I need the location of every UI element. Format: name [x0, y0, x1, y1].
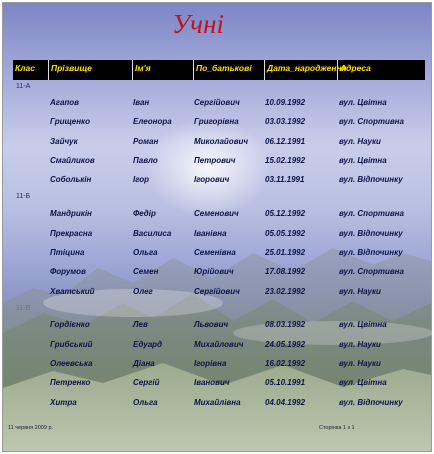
cell-birthdate: 16.02.1992	[265, 359, 306, 368]
table-row	[3, 339, 431, 353]
cell-name: Ігор	[133, 175, 150, 184]
cell-name: Олег	[133, 287, 153, 296]
cell-name: Ольга	[133, 248, 158, 257]
cell-patronymic: Михайлович	[194, 340, 244, 349]
cell-birthdate: 05.10.1991	[265, 378, 306, 387]
cell-patronymic: Ігорович	[194, 175, 230, 184]
cell-name: Лев	[133, 320, 148, 329]
cell-address: вул. Науки	[339, 137, 381, 146]
cell-patronymic: Семенівна	[194, 248, 236, 257]
cell-surname: Зайчук	[50, 137, 78, 146]
table-row	[3, 377, 431, 391]
cell-name: Василиса	[133, 229, 172, 238]
cell-patronymic: Юрійович	[194, 267, 234, 276]
cell-address: вул. Цвітна	[339, 98, 387, 107]
cell-birthdate: 24.05.1992	[265, 340, 306, 349]
column-header-address: Адреса	[340, 63, 371, 73]
cell-surname: Прекрасна	[50, 229, 93, 238]
column-header-surname: Прізвище	[49, 60, 133, 80]
cell-birthdate: 17.08.1992	[265, 267, 306, 276]
cell-surname: Хватський	[50, 287, 95, 296]
cell-patronymic: Ігорівна	[194, 359, 227, 368]
table-row	[3, 116, 431, 130]
column-header-row	[13, 60, 425, 80]
report-title: Учні	[172, 9, 224, 39]
table-row	[3, 208, 431, 222]
cell-address: вул. Спортивна	[339, 267, 404, 276]
table-row	[3, 155, 431, 169]
cell-surname: Гордієнко	[50, 320, 90, 329]
cell-name: Іван	[133, 98, 150, 107]
table-row	[3, 136, 431, 150]
cell-patronymic: Семенович	[194, 209, 239, 218]
table-row	[3, 266, 431, 280]
cell-address: вул. Науки	[339, 340, 381, 349]
table-row	[3, 397, 431, 411]
cell-birthdate: 03.03.1992	[265, 117, 306, 126]
cell-address: вул. Цвітна	[339, 156, 387, 165]
cell-surname: Форумов	[50, 267, 86, 276]
column-header-patronymic: По_батькові	[194, 60, 265, 80]
cell-name: Елеонора	[133, 117, 172, 126]
cell-birthdate: 25.01.1992	[265, 248, 306, 257]
cell-birthdate: 03.11.1991	[265, 175, 305, 184]
cell-birthdate: 06.12.1991	[265, 137, 306, 146]
cell-address: вул. Спортивна	[339, 117, 404, 126]
table-row	[3, 358, 431, 372]
group-label: 11-Б	[16, 193, 31, 200]
cell-name: Павло	[133, 156, 158, 165]
cell-patronymic: Іванівна	[194, 229, 227, 238]
footer-date: 11 червня 2009 р.	[8, 425, 54, 431]
cell-address: вул. Відпочинку	[339, 248, 403, 257]
report-page	[2, 2, 432, 452]
group-label: 11-А	[16, 83, 31, 90]
cell-patronymic: Григорівна	[194, 117, 239, 126]
cell-surname: Птіцина	[50, 248, 85, 257]
table-row	[3, 247, 431, 261]
cell-name: Федір	[133, 209, 156, 218]
cell-surname: Петренко	[50, 378, 91, 387]
group-label: 11-В	[16, 305, 31, 312]
table-row	[3, 286, 431, 300]
cell-patronymic: Сергійович	[194, 98, 240, 107]
cell-surname: Соболькін	[50, 175, 92, 184]
cell-birthdate: 05.12.1992	[265, 209, 306, 218]
cell-surname: Мандрикін	[50, 209, 92, 218]
cell-patronymic: Миколайович	[194, 137, 249, 146]
cell-patronymic: Петрович	[194, 156, 236, 165]
cell-birthdate: 08.03.1992	[265, 320, 306, 329]
table-row	[3, 228, 431, 242]
cell-birthdate: 23.02.1992	[265, 287, 306, 296]
cell-patronymic: Сергійович	[194, 287, 240, 296]
cell-name: Едуард	[133, 340, 163, 349]
cell-name: Семен	[133, 267, 159, 276]
cell-birthdate: 10.09.1992	[265, 98, 306, 107]
cell-address: вул. Відпочинку	[339, 398, 403, 407]
cell-address: вул. Цвітна	[339, 378, 387, 387]
cell-surname: Агапов	[50, 98, 79, 107]
cell-name: Роман	[133, 137, 159, 146]
cell-name: Діана	[133, 359, 155, 368]
table-row	[3, 319, 431, 333]
cell-address: вул. Відпочинку	[339, 229, 403, 238]
cell-surname: Смайликов	[50, 156, 95, 165]
cell-name: Сергій	[133, 378, 160, 387]
cell-address: вул. Науки	[339, 359, 381, 368]
cell-address: вул. Цвітна	[339, 320, 387, 329]
cell-surname: Хитра	[50, 398, 77, 407]
cell-patronymic: Михайлівна	[194, 398, 241, 407]
cell-patronymic: Іванович	[194, 378, 230, 387]
table-row	[3, 97, 431, 111]
table-row	[3, 174, 431, 188]
cell-address: вул. Науки	[339, 287, 381, 296]
cell-surname: Грибський	[50, 340, 93, 349]
column-header-name: Ім'я	[133, 60, 194, 80]
cell-address: вул. Відпочинку	[339, 175, 403, 184]
column-header-class: Клас	[13, 60, 49, 80]
cell-name: Ольга	[133, 398, 158, 407]
cell-surname: Грищенко	[50, 117, 90, 126]
cell-surname: Олеевська	[50, 359, 93, 368]
footer-page-number: Сторінка 1 з 1	[319, 425, 355, 431]
cell-birthdate: 15.02.1992	[265, 156, 306, 165]
column-header-birthdate: Дата_народження	[265, 60, 338, 80]
cell-birthdate: 04.04.1992	[265, 398, 306, 407]
cell-birthdate: 05.05.1992	[265, 229, 306, 238]
cell-address: вул. Спортивна	[339, 209, 404, 218]
cell-patronymic: Львович	[194, 320, 229, 329]
